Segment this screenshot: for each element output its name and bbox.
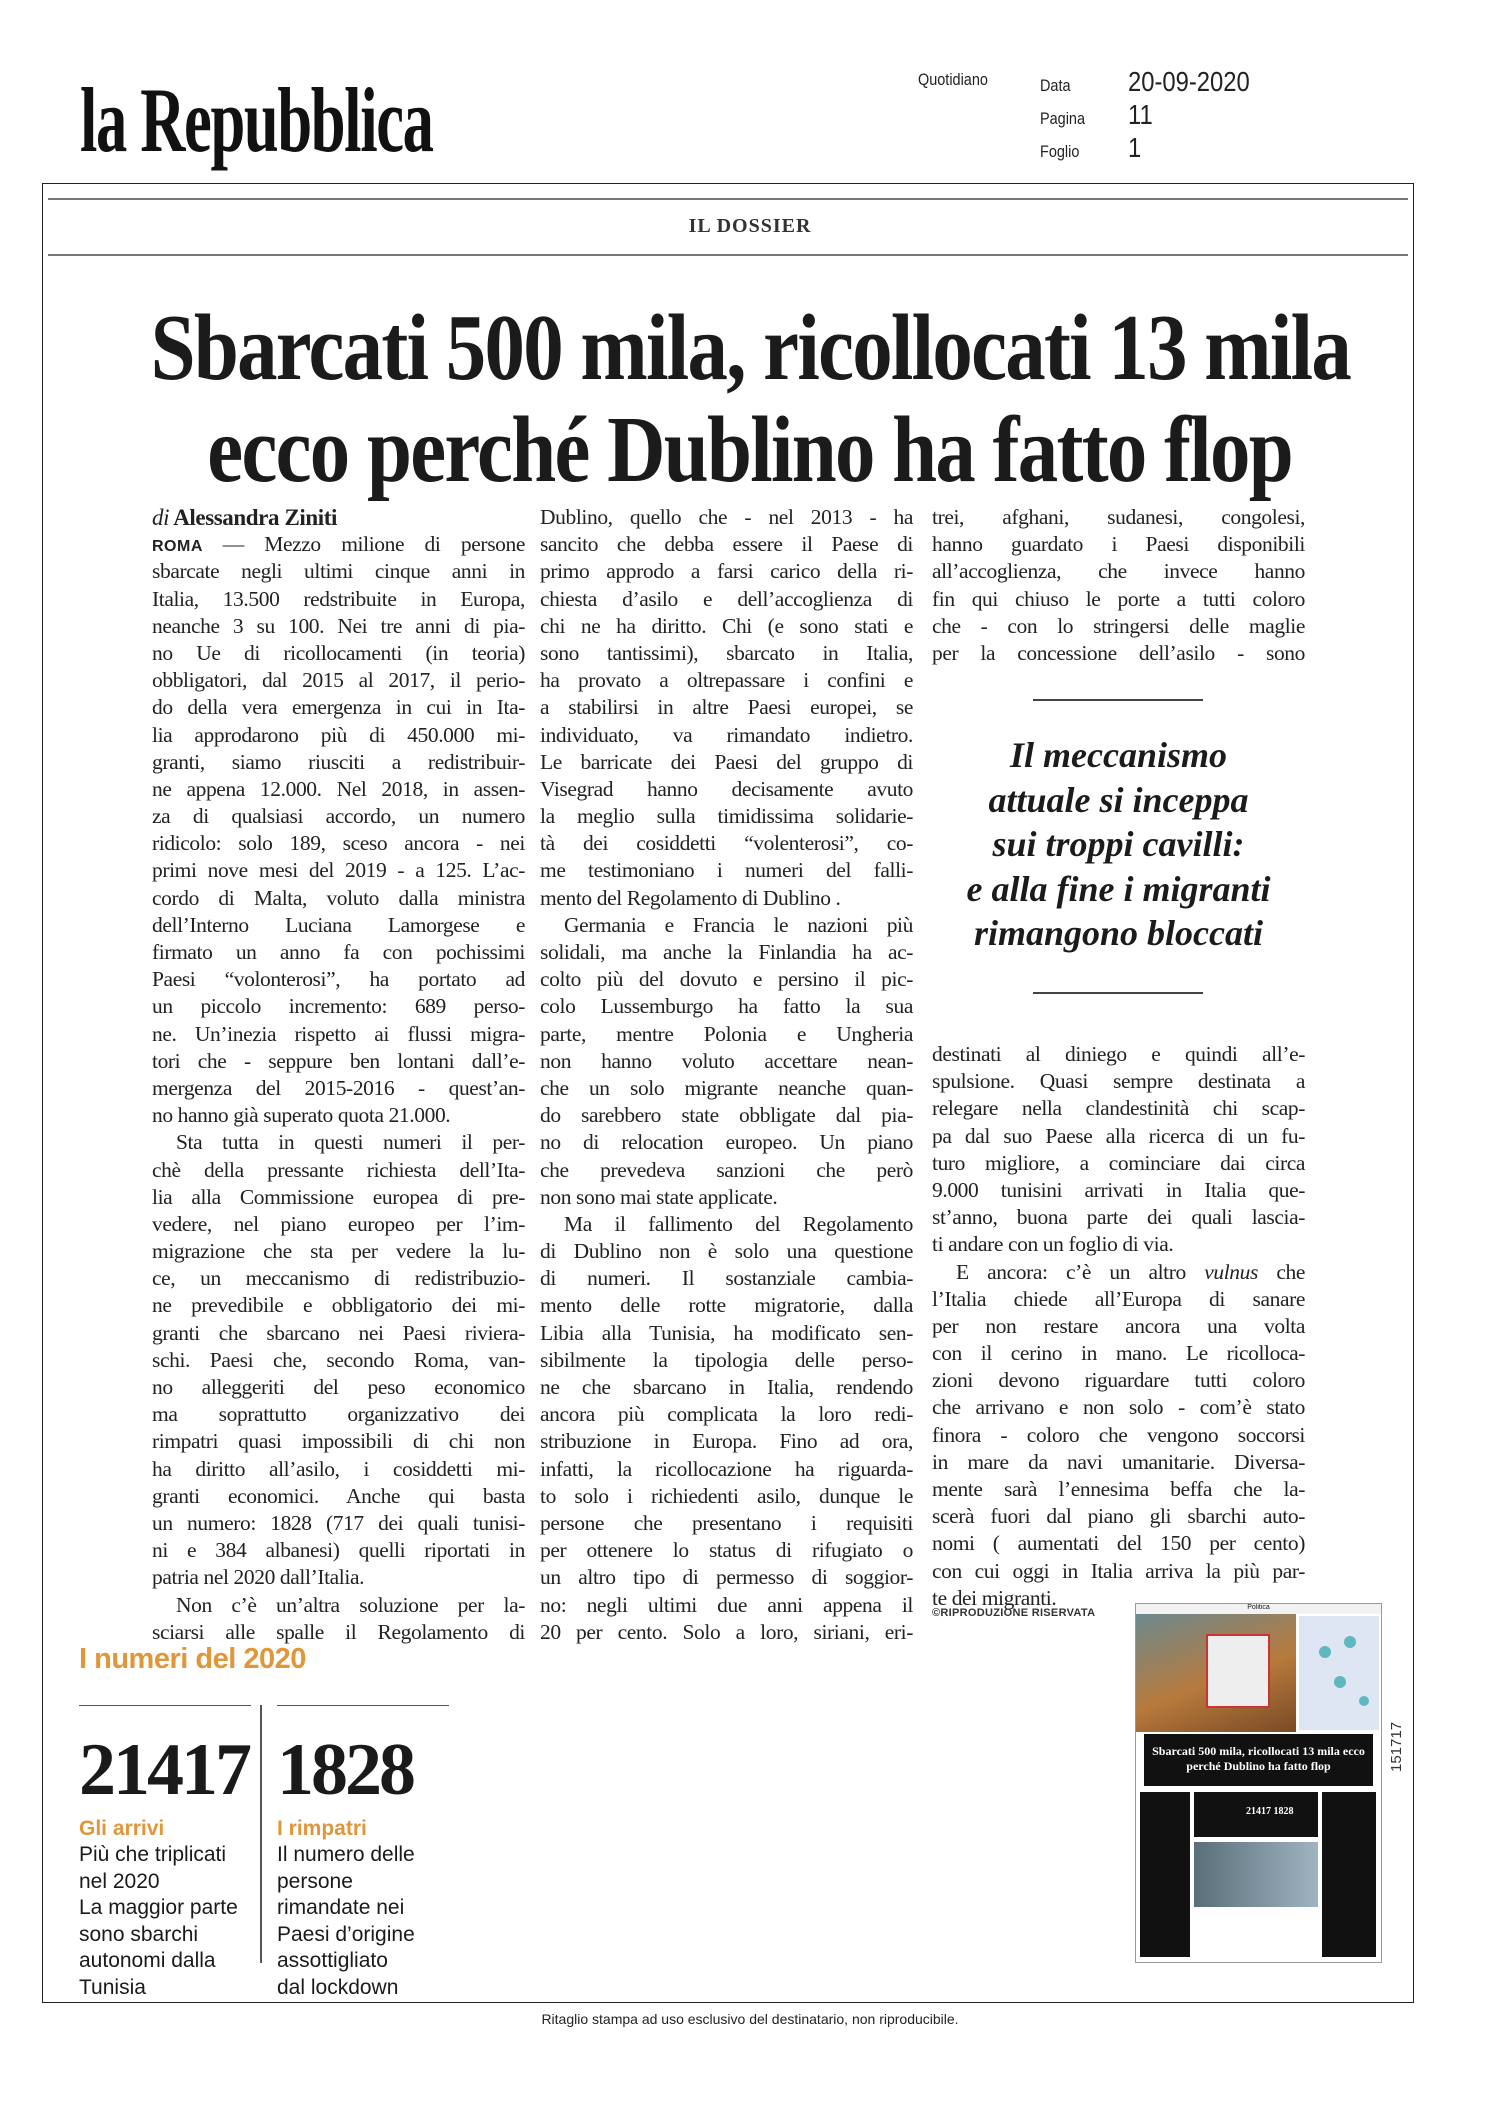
text-line: te dei migranti. [932,1585,1057,1610]
text-line: in mare da navi umanitarie. Diversa- [932,1449,1305,1474]
text-line: no Ue di ricollocamenti (in teoria) [152,640,525,665]
text-line: vedere, nel piano europeo per l’im- [152,1211,525,1236]
newspaper-logo: la Repubblica [80,69,433,171]
text-line: destinati al diniego e quindi all’e- [932,1042,1305,1066]
stat-text-line: Più che triplicati [79,1843,227,1866]
text-line: chiesta d’asilo e dell’accoglienza di [540,586,913,611]
text-line: do sarebbero state obbligate dal pia- [540,1103,913,1128]
text-line: no hanno già superato quota 21.000. [152,1103,451,1128]
text-line: dell’Interno Luciana Lamorgese e [152,912,525,937]
date-label: Data [1040,76,1071,95]
text-line: Le barricate dei Paesi del gruppo di [540,749,913,774]
stat-description [79,1842,251,2001]
stat-text-line: autonomi dalla [79,1949,216,1972]
text-line: lia approdarono più di 450.000 mi- [152,722,525,747]
text-line: finora - coloro che vengono soccorsi [932,1422,1305,1447]
text-line: obbligatori, dal 2015 al 2017, il perio- [152,668,525,693]
text-line: ce, un meccanismo di redistribuzio- [152,1266,525,1291]
text-line: ha diritto all’asilo, i cosiddetti mi- [152,1456,525,1481]
text-line: un piccolo incremento: 689 perso- [152,994,525,1019]
text-line: to solo i richiedenti asilo, dunque le [540,1483,913,1508]
text-line: tori che - seppure ben lontani dall’e- [152,1048,525,1073]
text-line: persone che presentano i requisiti [540,1510,913,1535]
text-line: che - con lo stringersi delle maglie [932,613,1305,638]
divider [260,1705,262,1963]
text-line: hanno guardato i Paesi disponibili [932,532,1305,557]
text-line: primo approdo a farsi carico della ri- [540,559,913,584]
text-line: 20 per cento. Solo a loro, siriani, eri- [540,1619,913,1644]
headline-line-2: ecco perché Dublino ha fatto flop [207,398,1293,502]
text-line: colto più del dovuto e persino il pic- [540,967,913,992]
text-line: Dublino, quello che - nel 2013 - ha [540,505,913,529]
pull-quote-line: sui troppi cavilli: [992,824,1245,864]
text-line: ti andare con un foglio di via. [932,1232,1174,1257]
text-line: l’Italia chiede all’Europa di sanare [932,1286,1305,1311]
text-line: tà dei cosiddetti “volenterosi”, co- [540,831,913,856]
text-line: Sta tutta in questi numeri il per- [176,1130,525,1155]
text-line: lia alla Commissione europea di pre- [152,1184,525,1209]
divider [48,198,1408,200]
text-line: che un solo migrante neanche quan- [540,1075,913,1100]
stat-number: 21417 [79,1729,249,1811]
text-line: ROMA — Mezzo milione di persone [152,532,525,557]
thumbnail-photo [1136,1614,1296,1732]
thumbnail-headline: Sbarcati 500 mila, ricollocati 13 mila ecco perché Dublino ha fatto flop [1144,1734,1373,1786]
stat-label: Gli arrivi [79,1817,165,1840]
byline: di Alessandra Ziniti [152,505,338,530]
text-line: un numero: 1828 (717 dei quali tunisi- [152,1510,525,1535]
divider [48,254,1408,256]
headline-line-1: Sbarcati 500 mila, ricollocati 13 mila [150,296,1350,400]
stat-text-line: Il numero delle [277,1843,415,1866]
text-line: turo migliore, a cominciare dai circa [932,1150,1305,1175]
article-column-3-top [932,504,1305,667]
text-line: parte, mentre Polonia e Ungheria [540,1021,913,1046]
text-line: chè della pressante richiesta dell’Ita- [152,1157,525,1182]
pull-quote-line: attuale si inceppa [988,779,1249,820]
text-line: non hanno voluto accettare nean- [540,1048,913,1073]
text-line: Italia, 13.500 redstribuite in Europa, [152,586,525,611]
text-line: Non c’è un’altra soluzione per la- [176,1592,525,1617]
sheet-label: Foglio [1040,142,1080,161]
text-line: per la concessione dell’asilo - sono [932,640,1305,665]
text-line: za di qualsiasi accordo, un numero [152,804,525,829]
stat-text-line: persone [277,1869,353,1893]
text-line: ma soprattutto organizzativo dei [152,1402,525,1427]
text-line: granti, siamo riusciti a redistribuir- [152,749,525,774]
text-line: mento delle rotte migratorie, dalla [540,1293,913,1318]
text-line: ne che sbarcano in Italia, rendendo [540,1375,913,1399]
text-line: sibilmente la tipologia delle perso- [540,1347,913,1372]
text-line: rimpatri quasi impossibili di chi non [152,1429,525,1454]
text-line: colo Lussemburgo ha fatto la sua [540,994,913,1019]
date-value: 20-09-2020 [1128,66,1250,97]
text-line: mente sarà l’ennesima beffa che la- [932,1477,1305,1501]
text-line: nomi ( aumentati del 150 per cento) [932,1531,1305,1556]
text-line: ancora più complicata la loro redi- [540,1402,913,1427]
text-line: no di relocation europeo. Un piano [540,1130,913,1155]
text-line: ni e 384 albanesi) quelli riportati in [152,1538,525,1563]
text-line: Ma il fallimento del Regolamento [564,1211,913,1236]
text-line: no: negli ultimi due anni appena il [540,1592,913,1617]
text-line: sciarsi alle spalle il Regolamento di [152,1619,525,1644]
text-line: che prevedeva sanzioni che però [540,1157,913,1182]
text-line: granti che sbarcano nei Paesi riviera- [152,1320,525,1345]
text-line: neanche 3 su 100. Nei tre anni di pia- [152,613,525,638]
text-line: la meglio sulla timidissima solidarie- [540,804,913,829]
text-line: no alleggeriti del peso economico [152,1375,525,1399]
stat-text-line: dal lockdown [277,1975,399,1999]
pull-quote-line: Il meccanismo [1010,735,1227,775]
text-line: ne appena 12.000. Nel 2018, in assen- [152,776,525,801]
article-column-1 [152,504,525,1646]
pull-quote [932,733,1305,956]
text-line: all’accoglienza, che invece hanno [932,559,1305,584]
text-line: con cui oggi in Italia arriva la più par- [932,1558,1305,1583]
article-column-2 [540,504,913,1646]
text-line: granti economici. Anche qui basta [152,1483,525,1508]
text-line: Libia alla Tunisia, ha modificato sen- [540,1320,913,1345]
pull-quote-line: e alla fine i migranti [966,868,1271,909]
text-line: di numeri. Il sostanziale cambia- [540,1266,913,1291]
text-line: stribuzione in Europa. Fino ad ora, [540,1429,913,1454]
text-line: individuato, va rimandato indietro. [540,722,913,747]
text-line: firmato un anno fa con pochissimi [152,940,525,964]
text-line: migrazione che sta per vedere la lu- [152,1239,525,1264]
section-kicker: IL DOSSIER [688,215,812,237]
stat-label: I rimpatri [277,1817,367,1840]
sheet-value: 1 [1128,132,1142,163]
text-line: sbarcate negli ultimi cinque anni in [152,559,525,584]
text-line: Germania e Francia le nazioni più [564,912,913,937]
stat-text-line: Tunisia [79,1975,146,1999]
text-line: di Dublino non è solo una questione [540,1239,913,1264]
text-line: mergenza del 2015-2016 - quest’an- [152,1075,525,1100]
text-line: per non restare ancora una volta [932,1313,1305,1338]
text-line: patria nel 2020 dall’Italia. [152,1565,365,1590]
boat-shape [1206,1634,1270,1708]
footer-disclaimer: Ritaglio stampa ad uso esclusivo del destinatario, non riproducibile. [541,2011,959,2027]
thumbnail-map [1299,1616,1379,1730]
text-line: spulsione. Quasi sempre destinata a [932,1069,1305,1094]
dateline: ROMA [152,538,223,556]
text-line: un altro tipo di permesso di soggior- [540,1565,913,1590]
text-line: st’anno, buona parte dei quali lascia- [932,1205,1305,1230]
stat-arrivals [79,1705,251,2001]
text-line: Visegrad hanno decisamente avuto [540,776,913,801]
text-line: scerà fuori dal piano gli sbarchi auto- [932,1504,1305,1529]
divider [1033,992,1203,994]
stats-title: I numeri del 2020 [79,1643,306,1675]
text-line: do della vera emergenza in cui in Ita- [152,695,525,720]
thumbnail-section: Politica [1136,1604,1381,1614]
text-line: chi ne ha diritto. Chi (e sono stati e [540,613,913,638]
text-line: schi. Paesi che, secondo Roma, van- [152,1347,525,1372]
thumbnail-numbers: 21417 1828 [1194,1792,1318,1837]
text-line: per ottenere lo status di rifugiato o [540,1538,913,1563]
text-line: pa dal suo Paese alla ricerca di un fu- [932,1123,1305,1148]
text-line: trei, afghani, sudanesi, congolesi, [932,505,1305,529]
text-line: 9.000 tunisini arrivati in Italia que- [932,1177,1305,1202]
text-line: ha provato a oltrepassare i confini e [540,668,913,693]
thumbnail-column [1140,1792,1190,1957]
stat-repatriations [277,1705,449,2001]
text-line: zioni devono riguardare tutti coloro [932,1368,1305,1393]
clipping-code: 151717 [1388,1721,1405,1772]
copyright-notice: ©RIPRODUZIONE RISERVATA [932,1607,1096,1619]
text-line: mento del Regolamento di Dublino . [540,885,841,910]
stat-text-line: Paesi d’origine [277,1922,415,1946]
stat-text-line: assottigliato [277,1949,388,1972]
stat-description [277,1842,449,2001]
text-line: relegare nella clandestinità chi scap- [932,1096,1305,1121]
text-line: con il cerino in mano. Le ricolloca- [932,1341,1305,1366]
text-line: sancito che debba essere il Paese di [540,532,913,557]
page-label: Pagina [1040,109,1085,128]
stat-text-line: rimandate nei [277,1896,405,1919]
stat-number: 1828 [277,1729,413,1811]
text-line: fin qui chiuso le porte a tutti coloro [932,586,1305,611]
article-column-3-bottom [932,1041,1305,1612]
thumbnail-column [1322,1792,1376,1957]
text-line: primi nove mesi del 2019 - a 125. L’ac- [152,858,525,883]
text-line: che arrivano e non solo - com’è stato [932,1395,1305,1420]
text-line: E ancora: c’è un altro vulnus che [956,1259,1305,1284]
page-thumbnail [1135,1603,1382,1963]
text-line: non sono mai state applicate. [540,1184,778,1209]
text-line: infatti, la ricollocazione ha riguarda- [540,1456,913,1481]
stat-text-line: sono sbarchi [79,1922,199,1946]
text-line: me testimoniano i numeri del falli- [540,858,913,883]
stat-text-line: nel 2020 [79,1869,160,1893]
pull-quote-line: rimangono bloccati [973,913,1264,953]
text-line: ne prevedibile e obbligatorio dei mi- [152,1293,525,1318]
stat-text-line: La maggior parte [79,1896,238,1919]
thumbnail-ad-photo [1194,1842,1318,1907]
text-line: ridicolo: solo 189, sceso ancora - nei [152,831,525,856]
text-line: ne. Un’inezia rispetto ai flussi migra- [152,1021,525,1046]
text-line: Paesi “volonterosi”, ha portato ad [152,967,525,992]
divider [1033,699,1203,701]
publication-type: Quotidiano [918,70,988,89]
text-line: solidali, ma anche la Finlandia ha ac- [540,940,913,964]
page-value: 11 [1128,99,1153,130]
text-line: cordo di Malta, voluto dalla ministra [152,885,525,910]
text-line: a stabilirsi in altre Paesi europei, se [540,695,913,720]
text-line: sono tantissimi), sbarcato in Italia, [540,640,913,665]
